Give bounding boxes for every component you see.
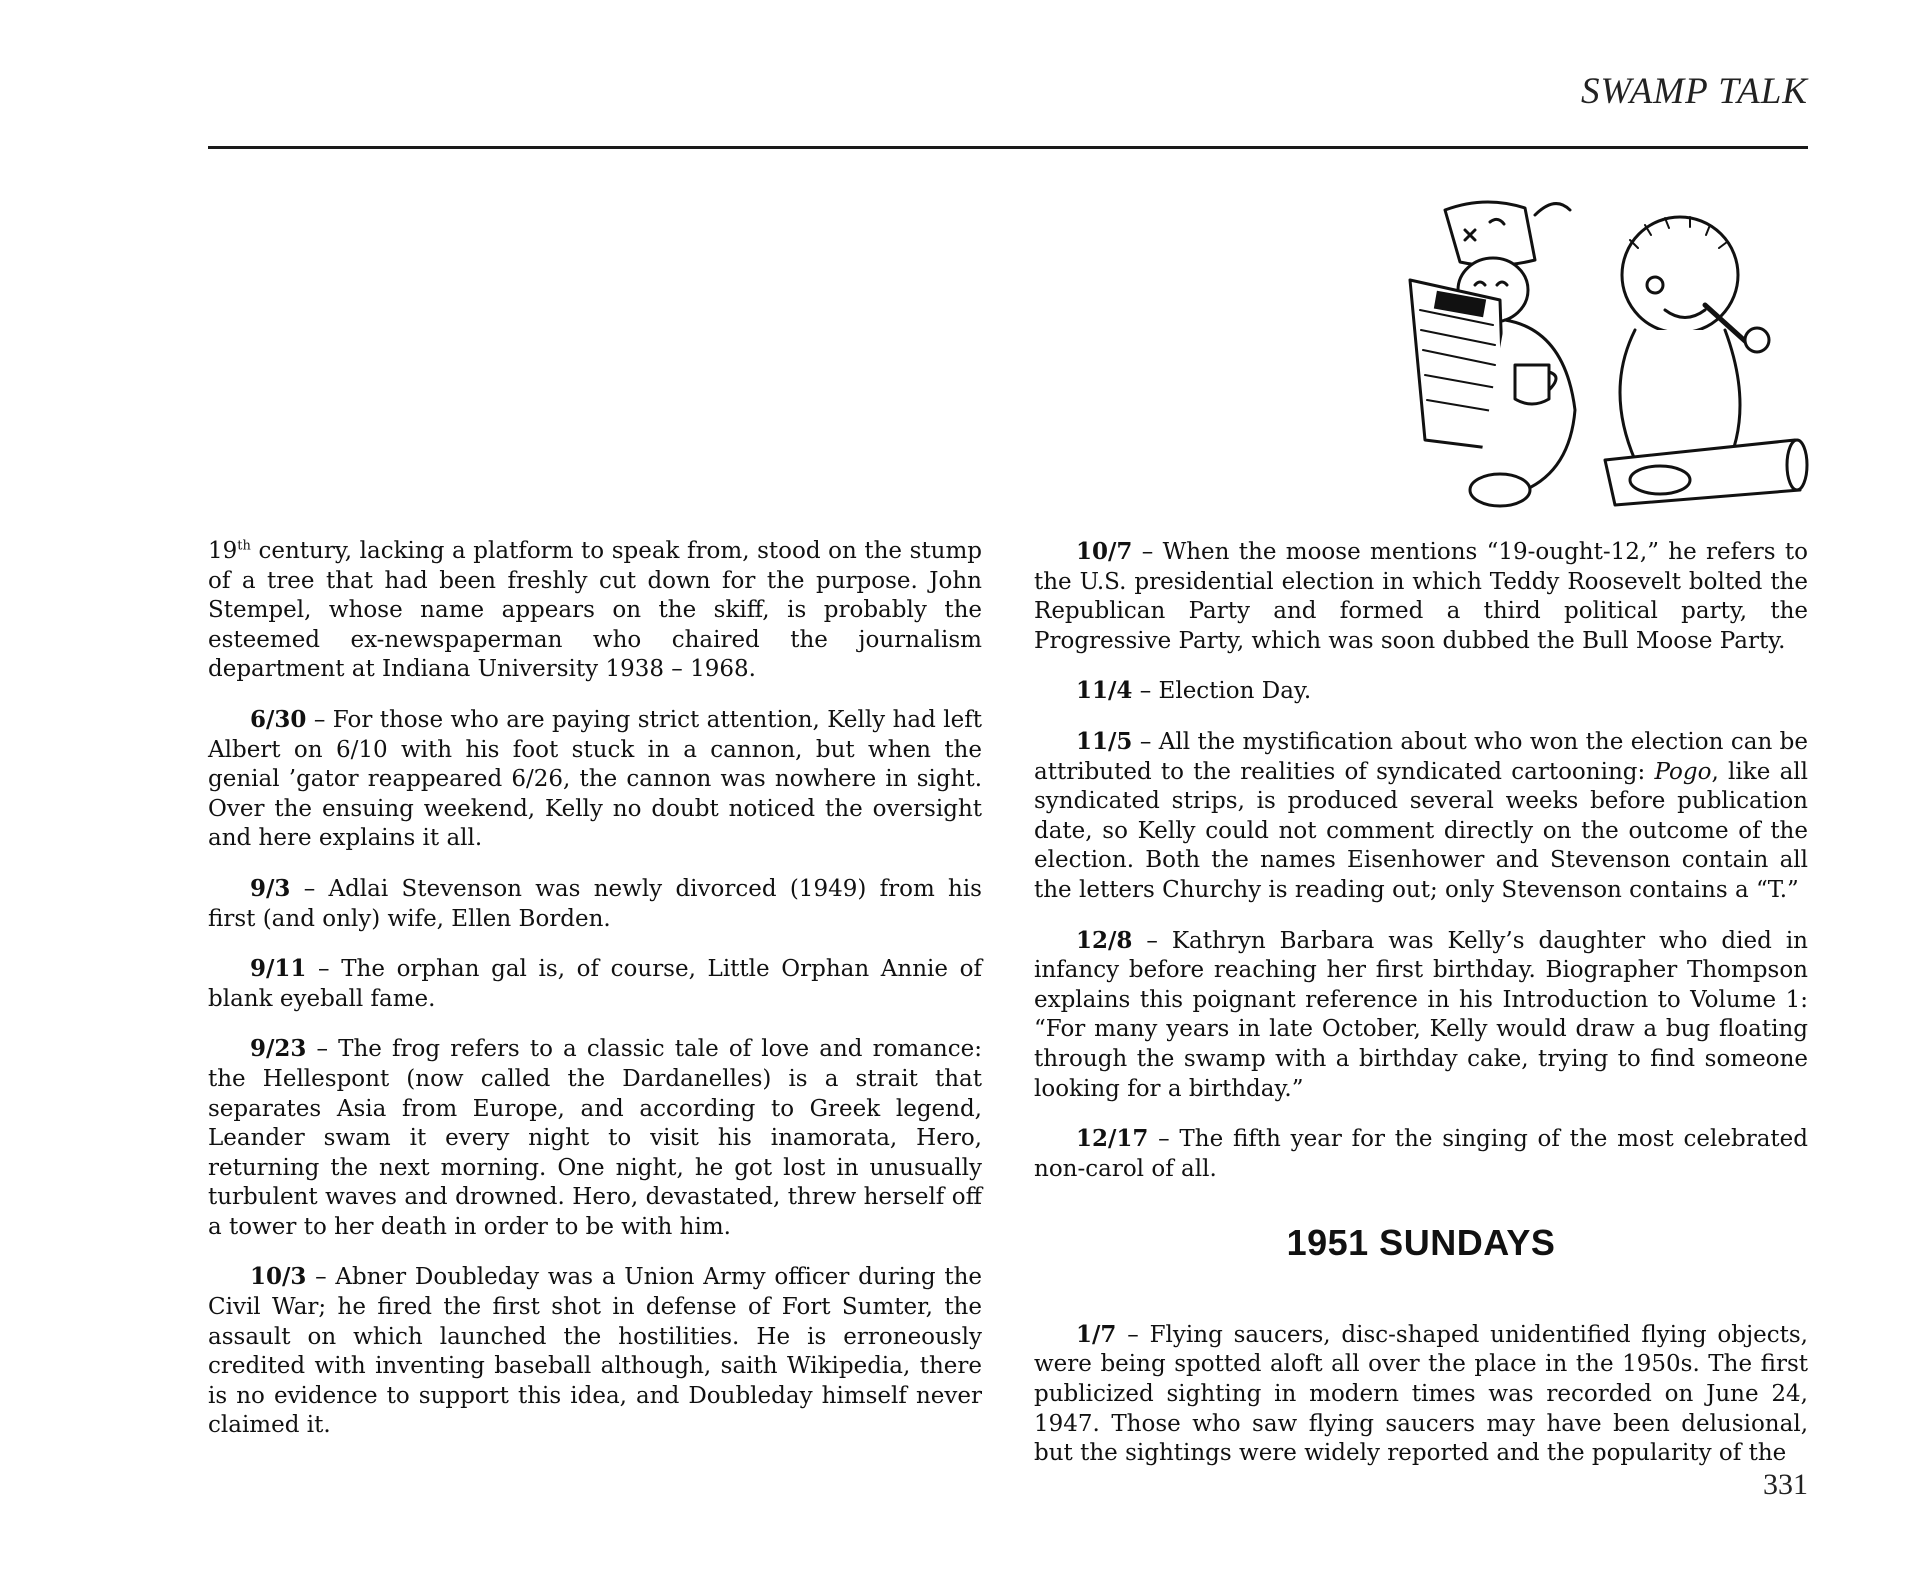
note-date: 11/5 <box>1076 727 1133 755</box>
note-paragraph: 6/30 – For those who are paying strict attention, Kelly had left Albert on 6/10 with his foot stuck in a cannon, but when the genial ’gator reappeared 6/26, the cannon was nowhere in sight. Over the ensuing weekend, Kelly no doubt noticed the oversight and here explains it all. <box>208 705 982 852</box>
page-number: 331 <box>1763 1468 1808 1501</box>
note-date: 1/7 <box>1076 1320 1117 1348</box>
note-date: 9/23 <box>250 1035 307 1063</box>
note-paragraph: 10/7 – When the moose mentions “19-ought-12,” he refers to the U.S. presidential election in which Teddy Roosevelt bolted the Republican Party and formed a third political party, the Progressive Party, which was soon dubbed the Bull Moose Party. <box>1034 538 1808 654</box>
note-paragraph: 9/3 – Adlai Stevenson was newly divorced (1949) from his first (and only) wife, Ellen Borden. <box>208 874 982 932</box>
cartoon-illustration <box>1405 190 1815 520</box>
header-rule <box>208 146 1808 149</box>
note-date: 12/17 <box>1076 1125 1149 1153</box>
note-date: 10/7 <box>1076 538 1133 565</box>
section-heading: 1951 SUNDAYS <box>1286 1222 1556 1264</box>
note-paragraph: 12/17 – The fifth year for the singing of the most celebrated non-carol of all. <box>1034 1125 1808 1182</box>
note-date: 9/11 <box>250 955 307 983</box>
continuation-paragraph: 19th century, lacking a platform to speak from, stood on the stump of a tree that had been freshly cut down for the purpose. John Stempel, whose name appears on the skiff, is probably the esteemed ex-newspaperman who chaired the journalism department at Indiana University 1938 – 1968. <box>208 538 982 683</box>
note-date: 9/3 <box>250 874 291 902</box>
note-paragraph: 10/3 – Abner Doubleday was a Union Army officer during the Civil War; he fired the first shot in defense of Fort Sumter, the assault on which launched the hostilities. He is erroneously credited with inventing baseball although, saith Wikipedia, there is no evidence to support this idea, and Doubleday himself never claimed it. <box>208 1263 982 1439</box>
note-date: 11/4 <box>1076 677 1133 705</box>
note-date: 12/8 <box>1076 926 1133 954</box>
note-paragraph: 9/23 – The frog refers to a classic tale of love and romance: the Hellespont (now called the Dardanelles) is a strait that separates Asia from Europe, and according to Greek legend, Leander swam it every night to visit his inamorata, Hero, returning the next morning. One night, he got lost in unusually turbulent waves and drowned. Hero, devastated, threw herself off a tower to her death in order to be with him. <box>208 1035 982 1240</box>
note-date: 10/3 <box>250 1263 307 1291</box>
left-column <box>208 537 982 1461</box>
running-head: SWAMP TALK <box>1580 71 1808 112</box>
note-date: 6/30 <box>250 705 307 733</box>
note-paragraph: 9/11 – The orphan gal is, of course, Little Orphan Annie of blank eyeball fame. <box>208 955 982 1012</box>
note-paragraph: 1/7 – Flying saucers, disc-shaped unidentified flying objects, were being spotted aloft all over the place in the 1950s. The first publicized sighting in modern times was recorded on June 24, 1947. Those who saw flying saucers may have been delusional, but the sightings were widely reported and the popularity of the <box>1034 1320 1808 1467</box>
right-column <box>1034 537 1808 1489</box>
note-paragraph: 11/5 – All the mystification about who won the election can be attributed to the realities of syndicated cartooning: Pogo, like all syndicated strips, is produced several weeks before publication date, so Kelly could not comment directly on the outcome of the election. Both the names Eisenhower and Stevenson contain all the letters Churchy is reading out; only Stevenson contains a “T.” <box>1034 727 1808 903</box>
note-paragraph: 11/4 – Election Day. <box>1076 677 1312 705</box>
note-paragraph: 12/8 – Kathryn Barbara was Kelly’s daughter who died in infancy before reaching her first birthday. Biographer Thompson explains this poignant reference in his Introduction to Volume 1: “For many years in late October, Kelly would draw a bug floating through the swamp with a birthday cake, trying to find someone looking for a birthday.” <box>1034 926 1808 1102</box>
